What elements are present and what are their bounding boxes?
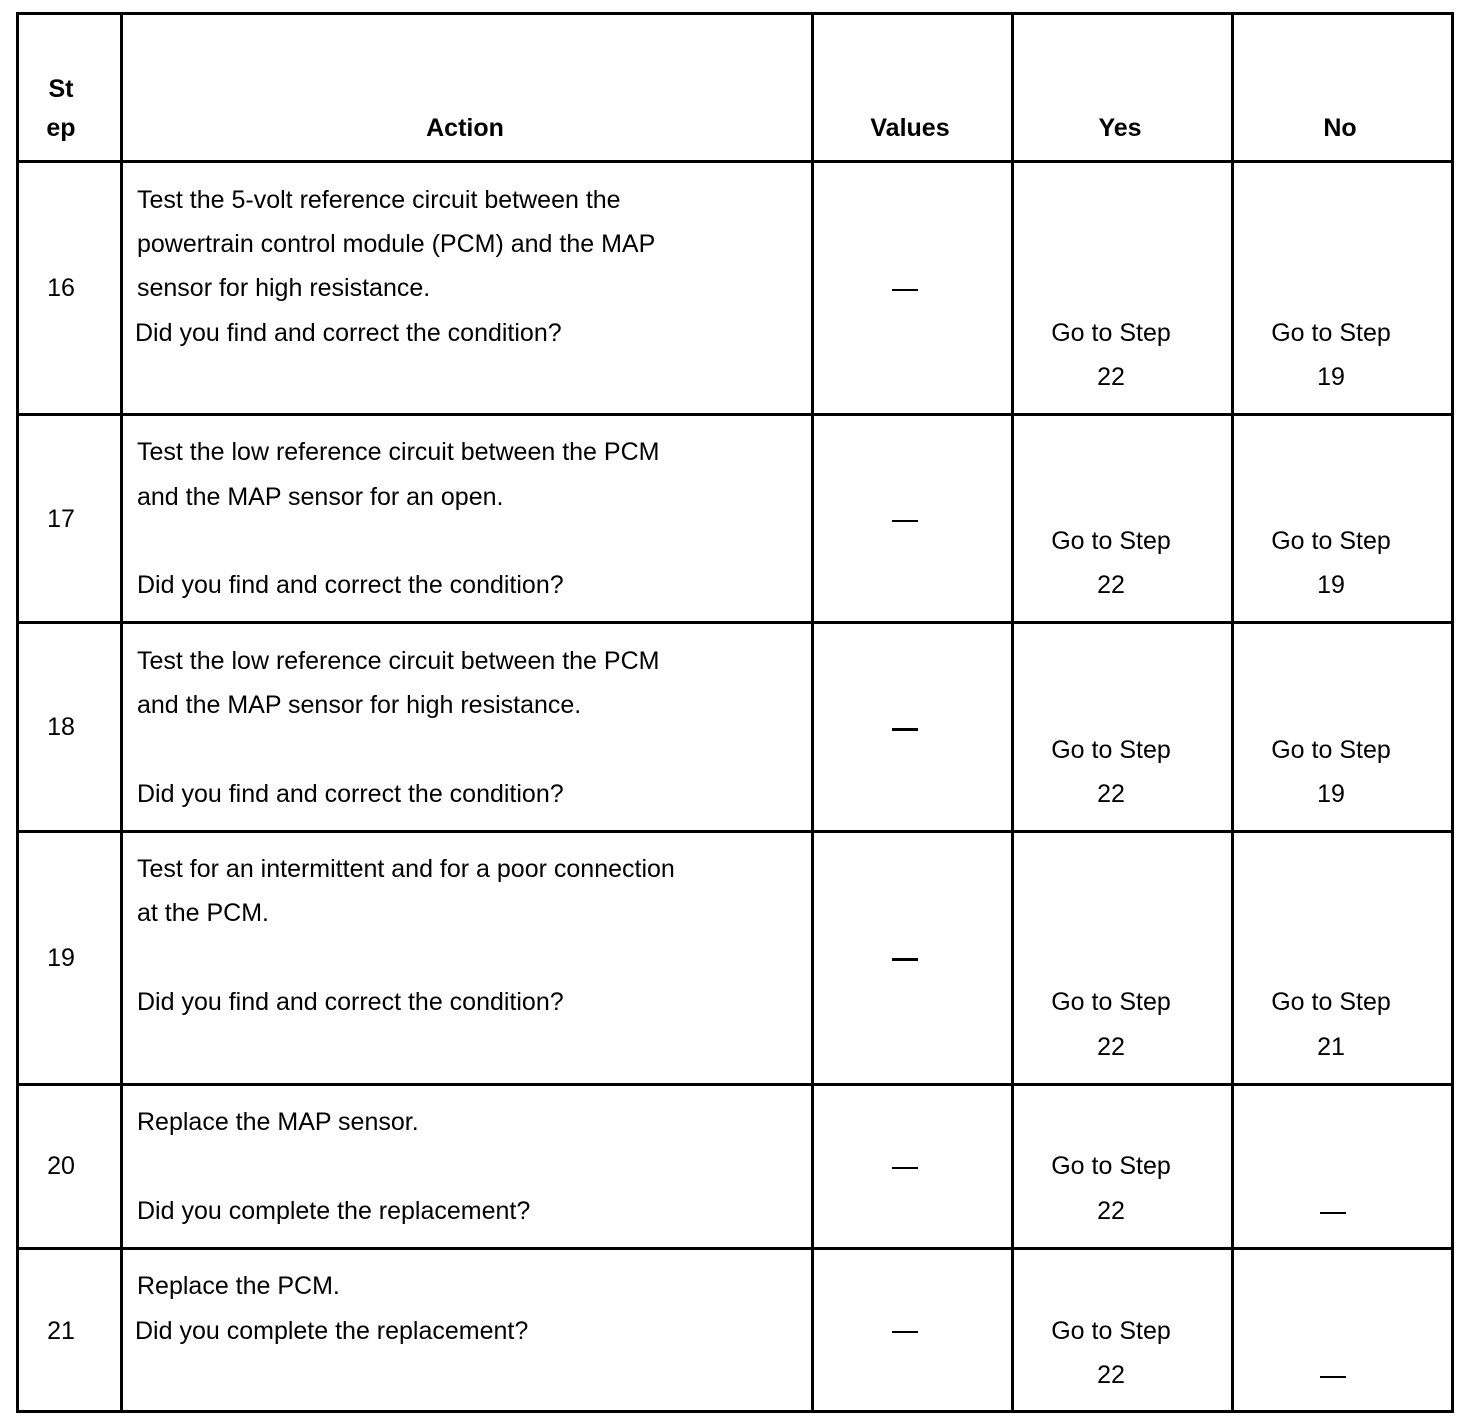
column-divider [1231,15,1234,1410]
step-number: 18 [47,713,75,741]
step-number: 17 [47,505,75,533]
column-divider [120,15,123,1410]
no-step-number: 19 [1317,780,1345,808]
column-divider [811,15,814,1410]
yes-go-to-step: Go to Step [1051,988,1171,1016]
action-text: Replace the PCM. [137,1272,340,1300]
action-text: powertrain control module (PCM) and the MAP [137,230,656,258]
value-dash [892,520,918,522]
header-values: Values [870,114,950,142]
value-dash [892,289,918,291]
no-step-number: 19 [1317,363,1345,391]
no-dash [1320,1376,1346,1378]
action-text: Test the low reference circuit between the PCM [137,438,660,466]
action-text: Test for an intermittent and for a poor connection [137,855,675,883]
header-yes: Yes [1098,114,1142,142]
yes-go-to-step: Go to Step [1051,527,1171,555]
header-no: No [1323,114,1357,142]
no-go-to-step: Go to Step [1271,319,1391,347]
no-go-to-step: Go to Step [1271,988,1391,1016]
yes-step-number: 22 [1097,571,1125,599]
no-go-to-step: Go to Step [1271,736,1391,764]
action-text: Test the low reference circuit between the PCM [137,647,660,675]
row-divider [19,1247,1451,1250]
row-divider [19,621,1451,624]
value-dash [892,728,918,731]
yes-go-to-step: Go to Step [1051,736,1171,764]
yes-go-to-step: Go to Step [1051,319,1171,347]
value-dash [892,1331,918,1333]
yes-step-number: 22 [1097,780,1125,808]
header-step-line2: ep [46,114,76,142]
action-text: and the MAP sensor for an open. [137,483,504,511]
action-text: at the PCM. [137,899,269,927]
yes-step-number: 22 [1097,363,1125,391]
action-question: Did you find and correct the condition? [137,988,564,1016]
yes-step-number: 22 [1097,1361,1125,1389]
yes-step-number: 22 [1097,1033,1125,1061]
action-question: Did you find and correct the condition? [137,571,564,599]
header-step-line1: St [48,75,74,103]
action-question: Did you find and correct the condition? [135,319,562,347]
yes-step-number: 22 [1097,1197,1125,1225]
action-question: Did you complete the replacement? [137,1197,531,1225]
no-dash [1320,1212,1346,1214]
action-question: Did you find and correct the condition? [137,780,564,808]
step-number: 21 [47,1317,75,1345]
no-step-number: 19 [1317,571,1345,599]
step-number: 20 [47,1152,75,1180]
row-divider [19,413,1451,416]
step-number: 16 [47,274,75,302]
action-question: Did you complete the replacement? [135,1317,529,1345]
yes-go-to-step: Go to Step [1051,1152,1171,1180]
row-divider [19,1083,1451,1086]
row-divider [19,160,1451,163]
no-go-to-step: Go to Step [1271,527,1391,555]
header-action: Action [426,114,504,142]
value-dash [892,1167,918,1169]
action-text: sensor for high resistance. [137,274,431,302]
step-number: 19 [47,944,75,972]
action-text: Test the 5-volt reference circuit between the [137,186,621,214]
row-divider [19,830,1451,833]
value-dash [892,958,918,961]
yes-go-to-step: Go to Step [1051,1317,1171,1345]
action-text: Replace the MAP sensor. [137,1108,419,1136]
no-step-number: 21 [1317,1033,1345,1061]
action-text: and the MAP sensor for high resistance. [137,691,582,719]
